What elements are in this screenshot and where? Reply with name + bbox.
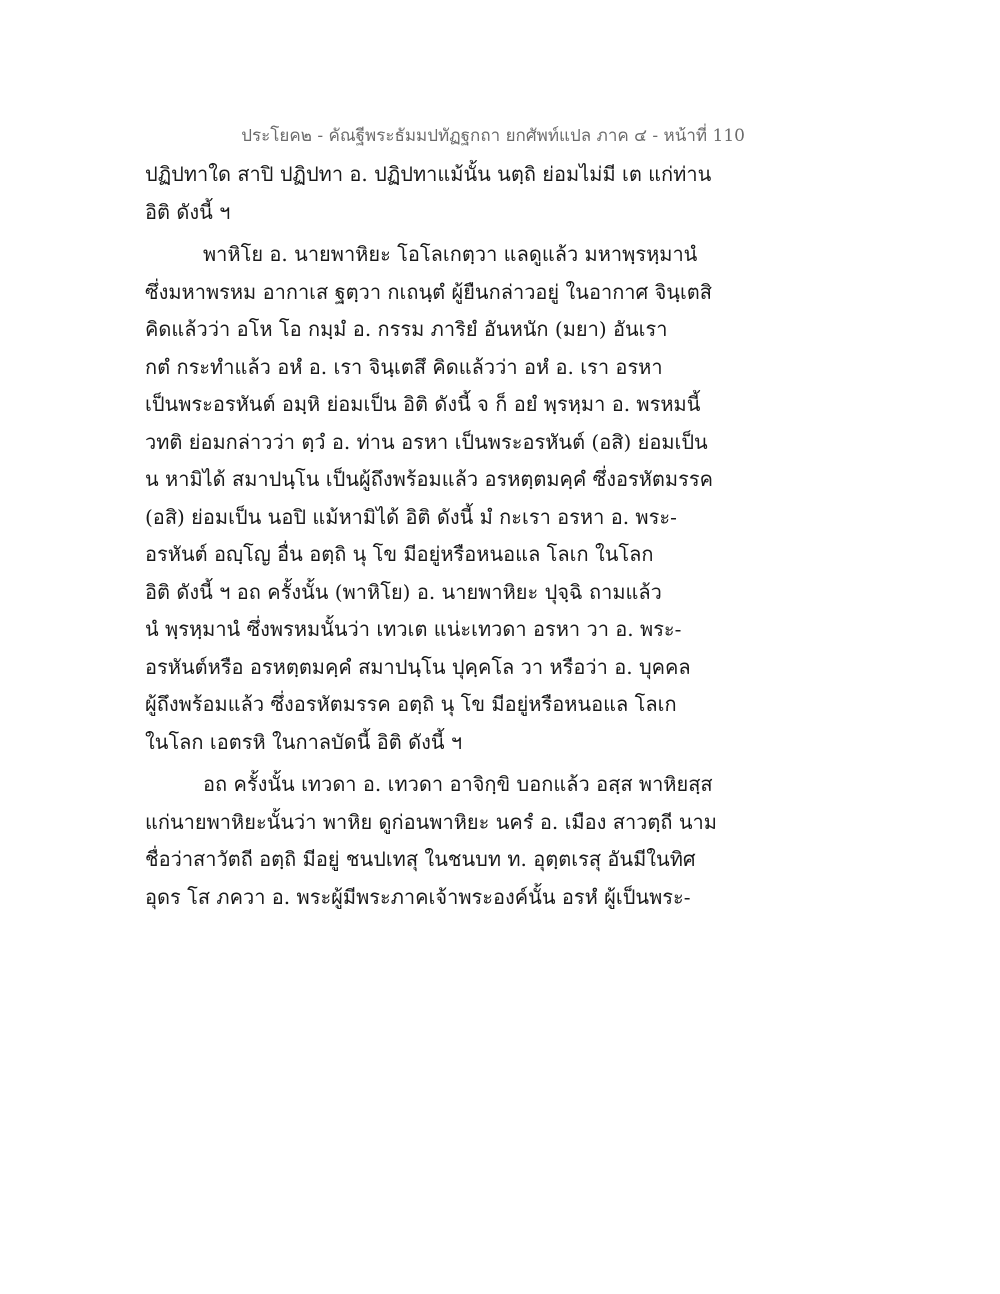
text-line: กตํ กระทำแล้ว อหํ อ. เรา จินฺเตสึ คิดแล้วว่า อหํ อ. เรา อรหา [145,354,663,379]
text-line: แก่นายพาหิยะนั้นว่า พาหิย ดูก่อนพาหิยะ นครํ อ. เมือง สาวตฺถี นาม [145,809,717,834]
text-line: ผู้ถึงพร้อมแล้ว ซึ่งอรหัตมรรค อตฺถิ นุ โข มีอยู่หรือหนอแล โลเก [145,692,677,716]
text-line: (อสิ) ย่อมเป็น นอปิ แม้หามิได้ อิติ ดังนี้ มํ กะเรา อรหา อ. พระ- [145,504,677,529]
text-line: วทติ ย่อมกล่าวว่า ตฺวํ อ. ท่าน อรหา เป็นพระอรหันต์ (อสิ) ย่อมเป็น [145,429,708,454]
text-line: อรหันต์หรือ อรหตฺตมคฺคํ สมาปนฺโน ปุคฺคโล วา หรือว่า อ. บุคคล [145,654,691,679]
text-line: อุดร โส ภควา อ. พระผู้มีพระภาคเจ้าพระองค์นั้น อรหํ ผู้เป็นพระ- [145,884,691,909]
text-line: ในโลก เอตรหิ ในกาลบัดนี้ อิติ ดังนี้ ฯ [145,729,463,754]
text-line: อิติ ดังนี้ ฯ อถ ครั้งนั้น (พาหิโย) อ. นายพาหิยะ ปุจฺฉิ ถามแล้ว [145,579,662,604]
text-line: ซึ่งมหาพรหม อากาเส ฐตฺวา กเถนฺตํ ผู้ยืนกล่าวอยู่ ในอากาศ จินฺเตสิ [145,279,713,304]
text-line: นํ พฺรหฺมานํ ซึ่งพรหมนั้นว่า เทวเต แน่ะเทวดา อรหา วา อ. พระ- [145,617,682,641]
text-line: คิดแล้วว่า อโห โอ กมฺมํ อ. กรรม ภาริยํ อันหนัก (มยา) อันเรา [145,317,668,341]
text-line: น หามิได้ สมาปนฺโน เป็นผู้ถึงพร้อมแล้ว อรหตฺตมคฺคํ ซึ่งอรหัตมรรค [145,467,713,491]
body-text [145,156,745,916]
text-line: ชื่อว่าสาวัตถี อตฺถิ มีอยู่ ชนปเทสุ ในชนบท ท. อุตฺตเรสุ อันมีในทิศ [145,847,696,871]
text-line: ปฏิปทาใด สาปิ ปฏิปทา อ. ปฏิปทาแม้นั้น นตฺถิ ย่อมไม่มี เต แก่ท่าน [145,162,712,186]
text-line: อรหันต์ อญฺโญ อื่น อตฺถิ นุ โข มีอยู่หรือหนอแล โลเก ในโลก [145,542,654,566]
paragraph-first-line: อถ ครั้งนั้น เทวดา อ. เทวดา อาจิกฺขิ บอกแล้ว อสฺส พาหิยสฺส [203,772,713,796]
text-line: เป็นพระอรหันต์ อมฺหิ ย่อมเป็น อิติ ดังนี้ จ ก็ อยํ พฺรหฺมา อ. พรหมนี้ [145,392,701,416]
paragraph-first-line: พาหิโย อ. นายพาหิยะ โอโลเกตฺวา แลดูแล้ว มหาพฺรหฺมานํ [203,242,698,266]
running-head: ประโยค๒ - คัณฐีพระธัมมปทัฏฐกถา ยกศัพท์แปล ภาค ๔ - หน้าที่ 110 [241,126,745,146]
text-line: อิติ ดังนี้ ฯ [145,199,231,224]
